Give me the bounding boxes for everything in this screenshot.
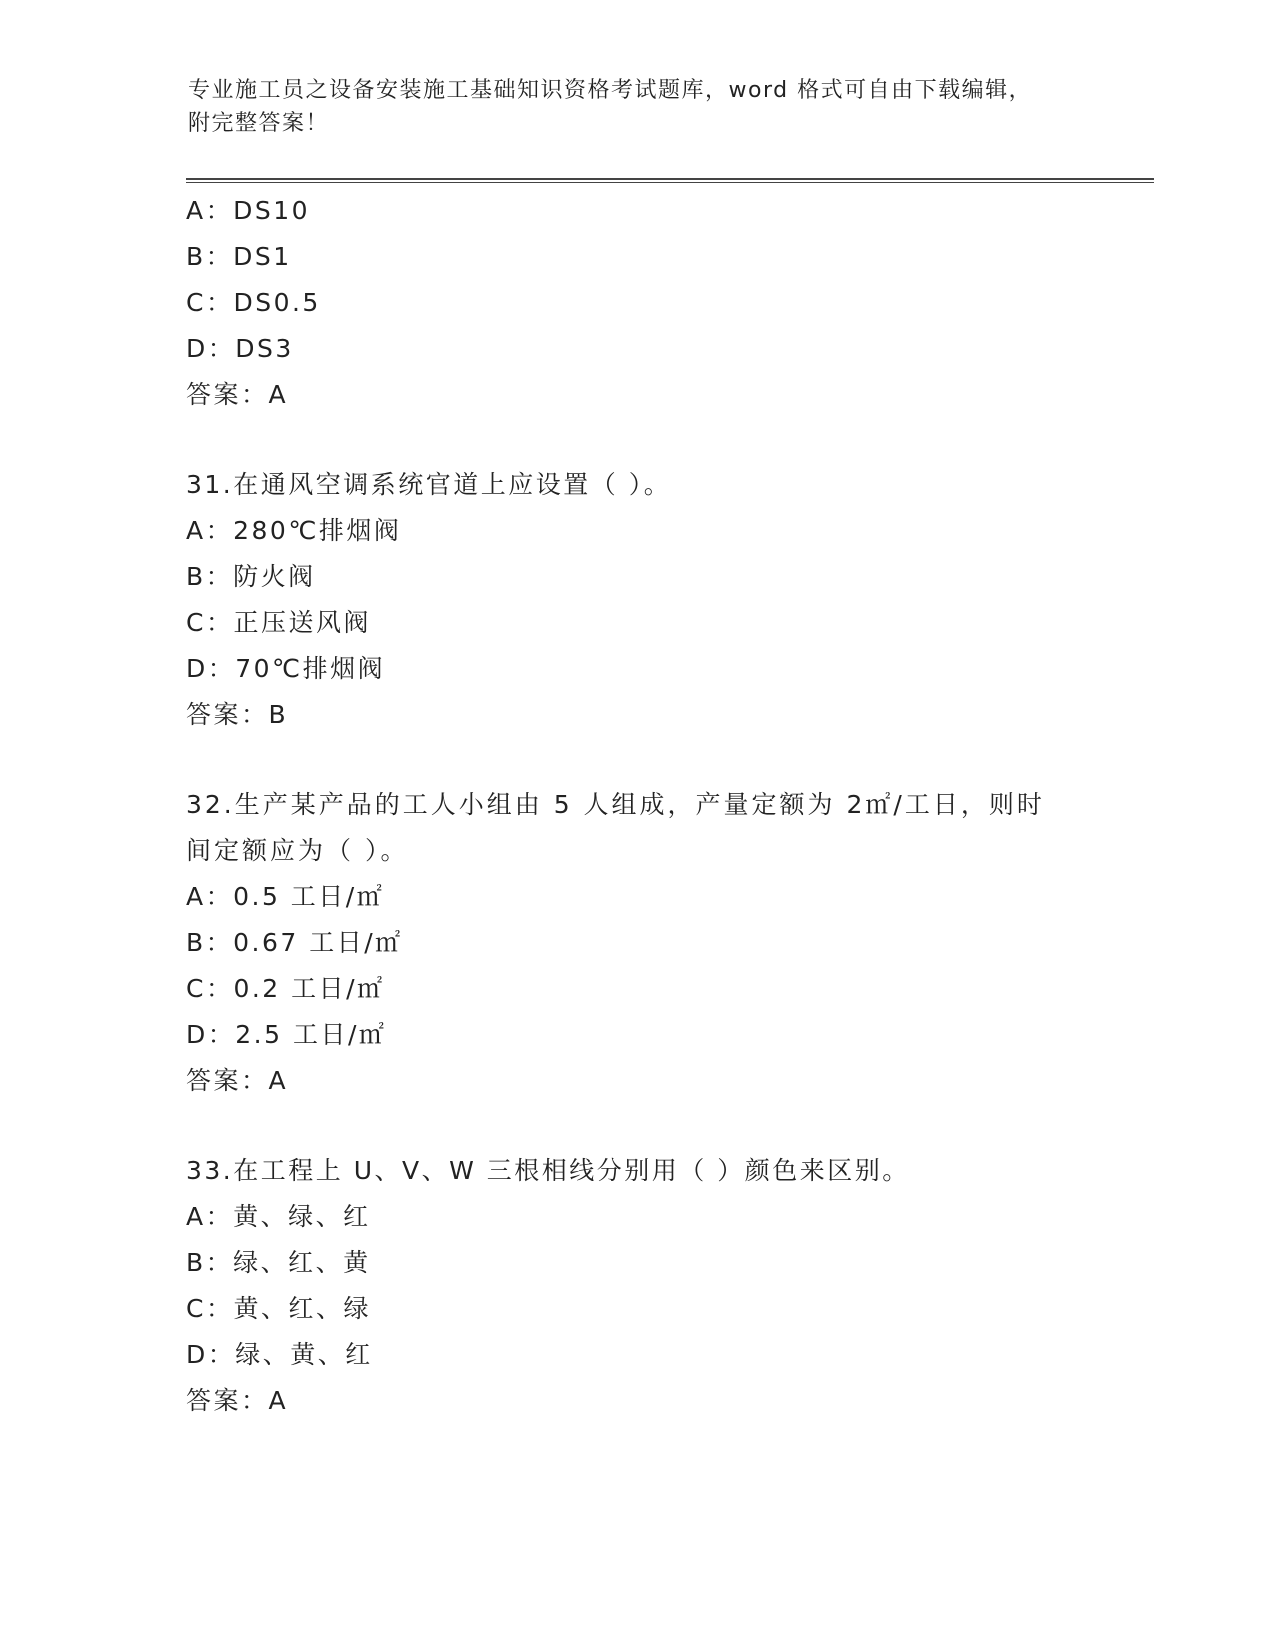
answer-line: 答案：A: [186, 1386, 289, 1415]
header-divider: [186, 178, 1154, 183]
question-block: [186, 462, 1154, 738]
answer-line: 答案：B: [186, 700, 289, 729]
option-d: D：2.5 工日/㎡: [186, 1020, 387, 1049]
answer-line: 答案：A: [186, 380, 289, 409]
question-block: [186, 782, 1154, 1104]
header-line-1: 专业施工员之设备安装施工基础知识资格考试题库，word 格式可自由下载编辑，: [188, 78, 1033, 103]
option-a: A：黄、绿、红: [186, 1202, 371, 1231]
question-text: 31.在通风空调系统官道上应设置（ ）。: [186, 470, 672, 499]
option-b: B：防火阀: [186, 562, 316, 591]
question-block: [186, 1148, 1154, 1424]
question-text: 32.生产某产品的工人小组由 5 人组成，产量定额为 2㎡/工日，则时间定额应为（ ）。: [186, 790, 1045, 865]
option-a: A：280℃排烟阀: [186, 516, 402, 545]
answer-line: 答案：A: [186, 1066, 289, 1095]
option-c: C：DS0.5: [186, 288, 321, 317]
option-c: C：0.2 工日/㎡: [186, 974, 385, 1003]
question-text: 33.在工程上 U、V、W 三根相线分别用（ ）颜色来区别。: [186, 1156, 910, 1185]
option-d: D：DS3: [186, 334, 294, 363]
question-list: [186, 188, 1154, 1424]
option-a: A：0.5 工日/㎡: [186, 882, 385, 911]
option-b: B：DS1: [186, 242, 292, 271]
question-block: [186, 188, 1154, 418]
option-a: A：DS10: [186, 196, 311, 225]
option-d: D：绿、黄、红: [186, 1340, 373, 1369]
option-d: D：70℃排烟阀: [186, 654, 386, 683]
option-c: C：黄、红、绿: [186, 1294, 371, 1323]
document-header: [188, 74, 1088, 140]
option-c: C：正压送风阀: [186, 608, 371, 637]
option-b: B：绿、红、黄: [186, 1248, 371, 1277]
header-line-2: 附完整答案！: [188, 111, 330, 136]
option-b: B：0.67 工日/㎡: [186, 928, 403, 957]
